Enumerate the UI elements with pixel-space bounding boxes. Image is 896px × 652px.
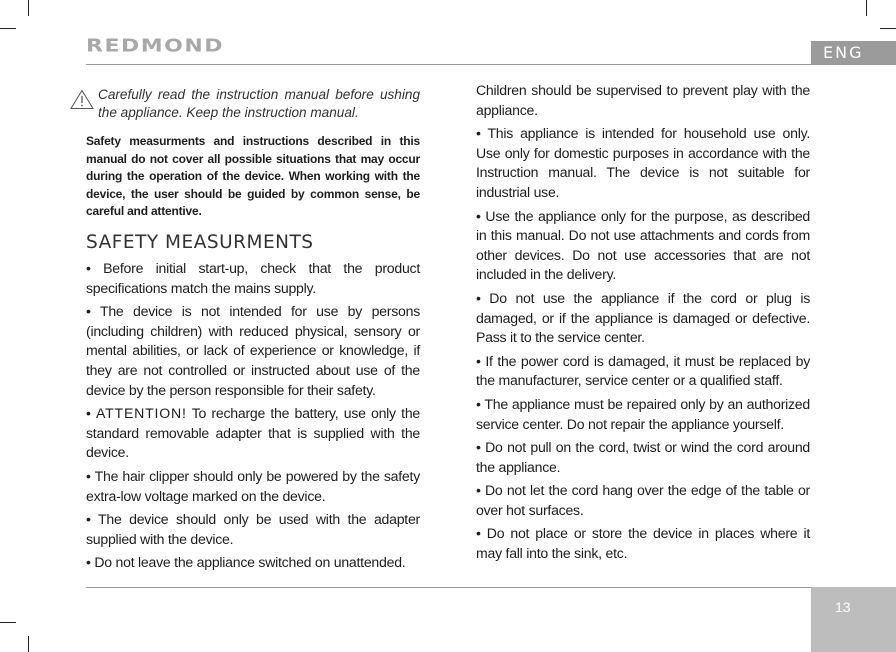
warning-notice — [66, 86, 420, 122]
list-item: • Do not leave the appliance switched on unattended. — [86, 554, 406, 571]
footer-divider — [86, 587, 811, 588]
crop-mark — [0, 622, 16, 623]
language-tab: ENG — [811, 41, 896, 65]
list-item: • Before initial start-up, check that the product specifications match the mains supply. — [86, 260, 420, 296]
attention-label: ATTENTION! — [95, 405, 187, 422]
attention-text: To recharge the battery, use only the standard removable adapter that is supplied with the device. — [86, 405, 420, 461]
list-item: • Use the appliance only for the purpose, as described in this manual. Do not use attachments and cords from other devices. Do not use accessories that are not included in the delivery. — [476, 207, 810, 283]
list-item: • This appliance is intended for household use only. Use only for domestic purposes in accordance with the Instruction manual. The device is not suitable for industrial use. — [476, 125, 810, 200]
list-item: • Do not use the appliance if the cord or plug is damaged, or if the appliance is damaged or defective. Pass it to the service center. — [476, 289, 810, 346]
list-item: • Do not let the cord hang over the edge of the table or over hot surfaces. — [476, 482, 810, 518]
list-item: • The device is not intended for use by persons (including children) with reduced physical, sensory or mental abilities, or lack of experience or knowledge, if they are not controlled or instructed about use of the device by the person responsible for their safety. — [86, 303, 420, 398]
warning-triangle-icon — [70, 89, 94, 110]
list-item: • The device should only be used with the adapter supplied with the device. — [86, 511, 420, 547]
crop-mark — [0, 28, 16, 29]
crop-mark — [28, 636, 29, 652]
crop-mark — [866, 0, 867, 16]
list-item — [86, 404, 420, 463]
list-item: Children should be supervised to prevent play with the appliance. — [476, 82, 810, 118]
brand-logo: REDMOND — [86, 36, 224, 57]
crop-mark — [880, 28, 896, 29]
list-item: • Do not pull on the cord, twist or wind the cord around the appliance. — [476, 439, 810, 475]
right-column — [476, 81, 810, 568]
page-number: 13 — [811, 587, 896, 652]
left-column — [86, 259, 420, 577]
warning-text: Carefully read the instruction manual before ushing the appliance. Keep the instruction manual. — [98, 87, 420, 120]
list-item: • Do not place or store the device in places where it may fall into the sink, etc. — [476, 525, 810, 562]
list-item: • The appliance must be repaired only by an authorized service center. Do not repair the appliance yourself. — [476, 395, 810, 432]
section-title: SAFETY MEASURMENTS — [86, 232, 314, 253]
safety-note: Safety measurments and instructions described in this manual do not cover all possible situations that may occur during the operation of the device. When working with the device, the user should be guided by common sense, be careful and attentive. — [86, 134, 420, 218]
crop-mark — [28, 0, 29, 16]
list-item: • The hair clipper should only be powered by the safety extra-low voltage marked on the device. — [86, 467, 420, 504]
bullet: • — [86, 405, 96, 422]
header-divider — [86, 64, 811, 65]
list-item: • If the power cord is damaged, it must be replaced by the manufacturer, service center or a qualified staff. — [476, 352, 810, 389]
